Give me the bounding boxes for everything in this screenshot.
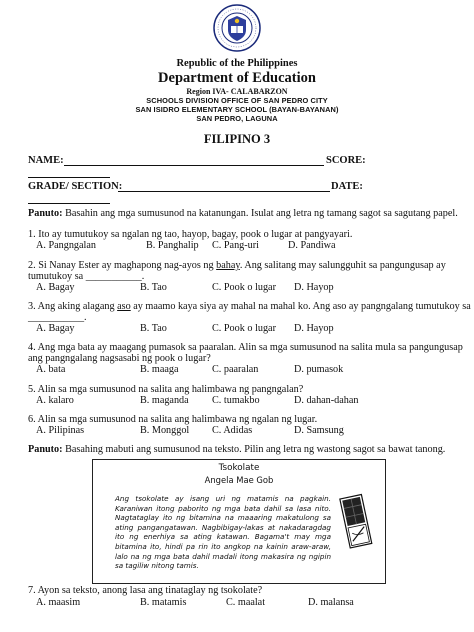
q3-option-a[interactable]: A. Bagay [36,323,75,334]
panuto-1 [28,208,458,220]
q3-post: ay maamo kaya siya ay mahal na mahal ko. Ang aso ay pangngalang tumutukoy sa [130,301,471,312]
chocolate-bar-icon [337,490,377,554]
score-line[interactable] [28,177,110,178]
date-label: DATE: [331,181,363,192]
q5-option-a[interactable]: A. kalaro [36,395,74,406]
name-line[interactable] [64,165,324,166]
name-label: NAME: [28,155,64,166]
q5-option-b[interactable]: B. maganda [140,395,189,406]
passage-body: Ang tsokolate ay isang uri ng matamis na pagkain. Karaniwan itong paborito ng mga bata dahil sa lasa nito. Nagtataglay ito ng bitamina na maaaring makatulong sa ating pangangatawan. Nagbibigay-lakas at nakadaragdag ito ng enerhiya sa ating katawan. Bagama't may mga bitamina ito, hindi pa rin ito angkop na kainin araw-araw, lalo na ng mga bata dahil madali itong makasira ng ngipin sa tagiliw nitong tamis. [115,494,331,571]
q5-option-d[interactable]: D. dahan-dahan [294,395,359,406]
question-3-line-1 [28,301,471,313]
q7-option-d[interactable]: D. malansa [308,597,354,608]
question-1: 1. Ito ay tumutukoy sa ngalan ng tao, hayop, bagay, pook o lugar at pangyayari. [28,229,353,240]
q6-option-b[interactable]: B. Monggol [140,425,190,436]
q2-option-b[interactable]: B. Tao [140,282,167,293]
q7-option-c[interactable]: C. maalat [226,597,266,608]
q6-option-a[interactable]: A. Pilipinas [36,425,85,436]
question-5: 5. Alin sa mga sumusunod na salita ang halimbawa ng pangngalan? [28,384,304,395]
q3-option-b[interactable]: B. Tao [140,323,167,334]
panuto-2 [28,444,445,456]
q2-option-c[interactable]: C. Pook o lugar [212,282,276,293]
q7-option-a[interactable]: A. maasim [36,597,81,608]
question-2-line-2: tumutukoy sa ___________. [28,271,145,282]
header-division: SCHOOLS DIVISION OFFICE OF SAN PEDRO CITY [146,96,328,105]
grade-section-label: GRADE/ SECTION: [28,181,123,192]
q4-option-b[interactable]: B. maaga [140,364,179,375]
q2-option-a[interactable]: A. Bagay [36,282,75,293]
question-3-line-2: ___________. [28,312,87,323]
q4-option-d[interactable]: D. pumasok [294,364,344,375]
q2-pre: 2. Si Nanay Ester ay maghapong nag-ayos ng [28,260,217,271]
q1-option-c[interactable]: C. Pang-uri [212,240,259,251]
q3-option-d[interactable]: D. Hayop [294,323,334,334]
reading-passage-box [92,459,386,584]
header-location: SAN PEDRO, LAGUNA [196,114,278,123]
deped-seal-icon [213,4,261,52]
q2-underlined-word: bahay [216,260,240,271]
q2-post: . Ang salitang may salungguhit sa pangungusap ay [239,260,446,271]
q6-option-c[interactable]: C. Adidas [212,425,253,436]
q4-option-a[interactable]: A. bata [36,364,66,375]
q2-option-d[interactable]: D. Hayop [294,282,334,293]
passage-title: Tsokolate [218,463,260,473]
score-label: SCORE: [326,155,366,166]
q6-option-d[interactable]: D. Samsung [294,425,344,436]
passage-author: Angela Mae Gob [204,475,274,485]
q3-pre: 3. Ang aking alagang [28,301,118,312]
question-6: 6. Alin sa mga sumusunod na salita ang halimbawa ng ngalan ng lugar. [28,414,318,425]
question-7: 7. Ayon sa teksto, anong lasa ang tinataglay ng tsokolate? [28,585,263,596]
grade-section-line[interactable] [118,191,330,192]
question-4-line-2: ang pangngalang nagsasabi ng pook o lugar? [28,353,211,364]
q7-option-b[interactable]: B. matamis [140,597,187,608]
question-4-line-1: 4. Ang mga bata ay maagang pumasok sa paaralan. Alin sa mga sumusunod na salita mula sa pangungusap [28,342,463,353]
panuto-2-label: Panuto: [28,444,63,455]
q5-option-c[interactable]: C. tumakbo [212,395,260,406]
header-school: SAN ISIDRO ELEMENTARY SCHOOL (BAYAN-BAYANAN) [135,105,339,114]
panuto-2-text: Basahing mabuti ang sumusunod na teksto. Pilin ang letra ng wastong sagot sa bawat tanong. [62,444,446,455]
subject-title: FILIPINO 3 [203,132,271,146]
q1-option-b[interactable]: B. Panghalip [146,240,199,251]
panuto-1-text: Basahin ang mga sumusunod na katanungan. Isulat ang letra ng tamang sagot sa sagutang papel. [62,208,458,219]
q1-option-d[interactable]: D. Pandiwa [288,240,336,251]
panuto-1-label: Panuto: [28,208,63,219]
q4-option-c[interactable]: C. paaralan [212,364,259,375]
q3-underlined-word: aso [117,301,131,312]
header-region: Region IVA- CALABARZON [186,87,288,96]
date-line[interactable] [28,203,110,204]
q1-option-a[interactable]: A. Pangngalan [36,240,96,251]
header-country: Republic of the Philippines [176,58,298,69]
q3-option-c[interactable]: C. Pook o lugar [212,323,276,334]
header-department: Department of Education [158,70,316,86]
